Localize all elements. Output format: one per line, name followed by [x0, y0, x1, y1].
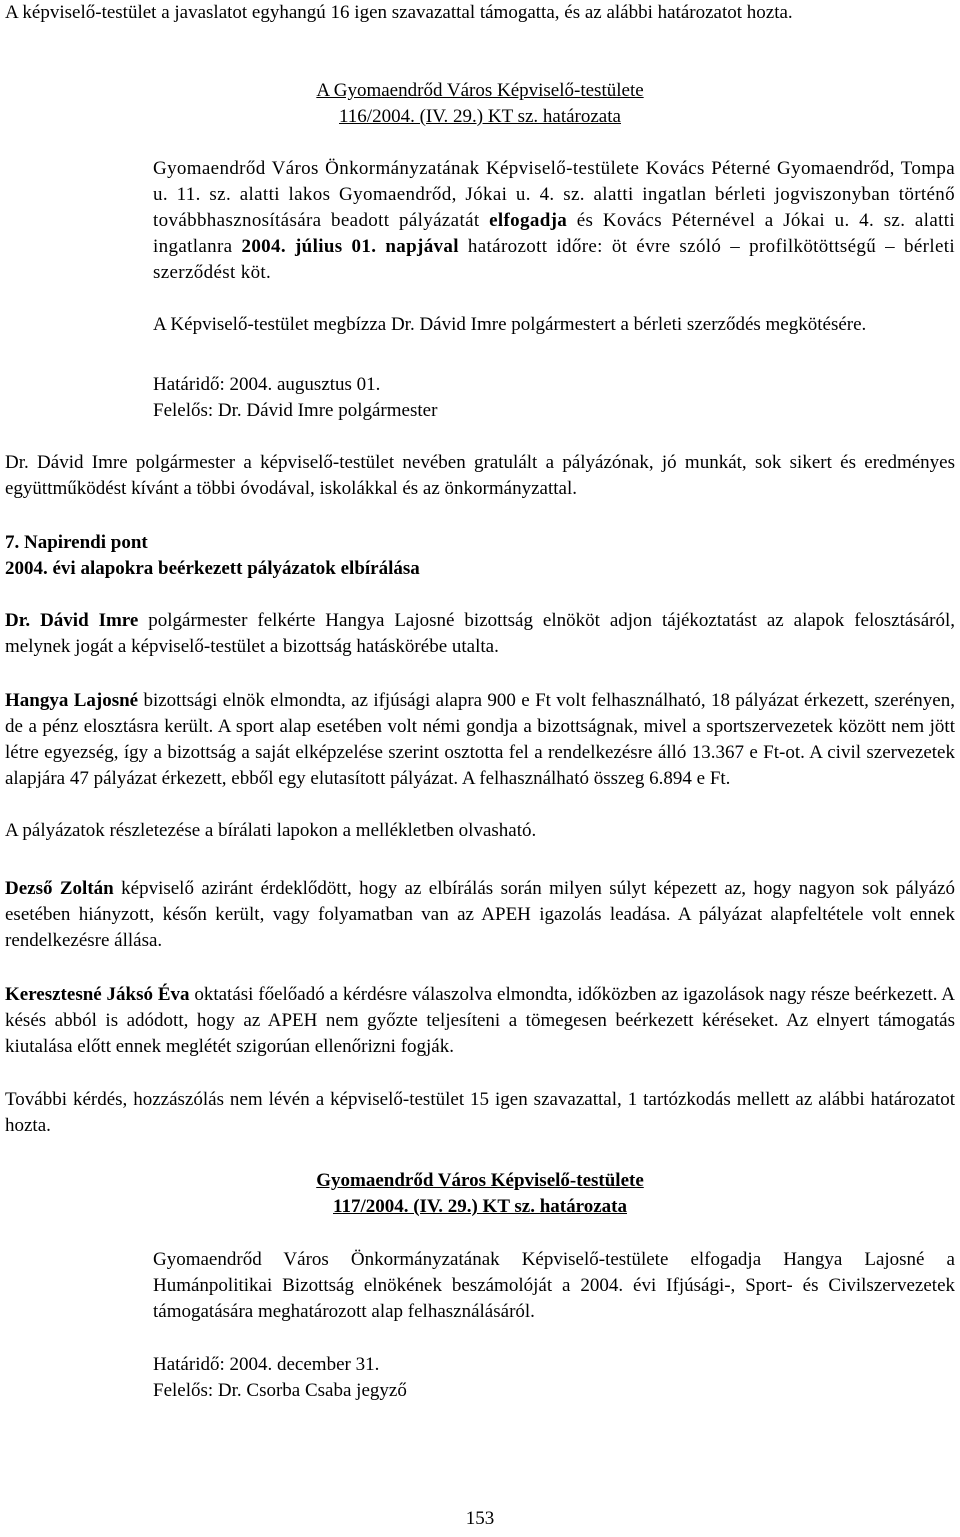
resolution-116-responsible: Felelős: Dr. Dávid Imre polgármester [153, 400, 438, 421]
bold-segment: Keresztesné Jáksó Éva [5, 984, 190, 1005]
resolution-116-title-line1: A Gyomaendrőd Város Képviselő-testülete [316, 80, 644, 101]
resolution-117-title-line1: Gyomaendrőd Város Képviselő-testülete [316, 1170, 644, 1191]
keresztesne-answer-paragraph [5, 982, 955, 1060]
vote-paragraph [5, 1087, 955, 1139]
text-segment: polgármester felkérte Hangya Lajosné bizottság elnököt adjon tájékoztatást az alapok felosztásáról, melynek jogát a képviselő-testület a bizottság hatáskörébe utalta. [5, 610, 955, 657]
dezso-question-paragraph [5, 876, 955, 954]
text-segment: További kérdés, hozzászólás nem lévén a képviselő-testület 15 igen szavazattal, 1 tartózkodás mellett az alábbi határozatot hozta. [5, 1089, 955, 1136]
resolution-117-deadline: Határidő: 2004. december 31. [153, 1354, 380, 1375]
bold-segment: elfogadja [489, 210, 568, 231]
text-segment: Gyomaendrőd Város Önkormányzatának Képviselő-testülete elfogadja Hangya Lajosné a Humánpolitikai Bizottság elnökének beszámolóját a 2004. évi Ifjúsági-, Sport- és Civilszervezetek támogatására meghatározott alap felhasználásáról. [153, 1249, 955, 1322]
resolution-117-title-line2: 117/2004. (IV. 29.) KT sz. határozata [333, 1196, 627, 1217]
resolution-116-deadline: Határidő: 2004. augusztus 01. [153, 374, 381, 395]
resolution-117-body [153, 1247, 955, 1325]
bold-segment: Hangya Lajosné [5, 690, 139, 711]
chair-report-paragraph [5, 688, 955, 792]
intro-paragraph [5, 0, 955, 26]
bold-segment: 2004. július 01. napjával [241, 236, 459, 257]
agenda-point: 7. Napirendi pont [5, 532, 148, 553]
text-segment: képviselő aziránt érdeklődött, hogy az elbírálás során milyen súlyt képezett az, hogy nagyon sok pályázó esetében hiányzott, későn került, vagy folyamatban van az APEH igazolás leadása. A pályázat alapfeltétele volt ennek rendelkezésre állása. [5, 878, 955, 951]
bold-segment: Dr. Dávid Imre [5, 610, 139, 631]
text-segment: Gyomaendrőd Város Önkormányzatának Képviselő-testülete Kovács Péterné Gyomaendrőd, Tompa u. 11. sz. alatti lakos Gyomaendrőd, Jókai u. 4. sz. alatti ingatlan bérleti jogviszonyban történő továbbhasznosítására beadott pályázatát [153, 158, 955, 231]
text-segment: A Képviselő-testület megbízza Dr. Dávid Imre polgármestert a bérleti szerződés megkötésére. [153, 314, 867, 335]
bold-segment: Dezső Zoltán [5, 878, 114, 899]
text-segment: és Kovács Péternével a Jókai u. 4. sz. alatti ingatlanra [153, 210, 955, 257]
text-segment: Dr. Dávid Imre polgármester a képviselő-testület nevében gratulált a pályázónak, jó munkát, sok sikert és eredményes együttműködést kívánt a többi óvodával, iskolákkal és az önkormányzattal. [5, 452, 955, 499]
page-number: 153 [465, 1508, 495, 1529]
resolution-116-body [153, 156, 955, 286]
text-segment: A képviselő-testület a javaslatot egyhangú 16 igen szavazattal támogatta, és az alábbi határozatot hozta. [5, 2, 793, 23]
mayor-request-paragraph [5, 608, 955, 660]
text-segment: határozott időre: öt évre szóló – profilkötöttségű – bérleti szerződést köt. [153, 236, 955, 283]
congrats-paragraph [5, 450, 955, 502]
text-segment: bizottsági elnök elmondta, az ifjúsági alapra 900 e Ft volt felhasználható, 18 pályázat érkezett, szerényen, de a pénz elosztásra került. A sport alap esetében volt némi gondja a bizottságnak, mivel a sportszervezetek között nem jött létre egyezség, így a bizottság a saját elképzelése szerint osztotta fel a rendelkezésre álló 13.367 e Ft-ot. A civil szervezetek alapjára 47 pályázat érkezett, ebből egy elutasított pályázat. A felhasználható összeg 6.894 e Ft. [5, 690, 955, 789]
resolution-117-responsible: Felelős: Dr. Csorba Csaba jegyző [153, 1380, 407, 1401]
resolution-117-heading [0, 1168, 960, 1220]
text-segment: oktatási főelőadó a kérdésre válaszolva elmondta, időközben az igazolások nagy része beérkezett. A késés abból is adódott, hogy az APEH nem győzte teljesíteni a tömegesen beérkezett kéréseket. Az elnyert támogatás kiutalása előtt ennek meglétét szigorúan ellenőrizni fogják. [5, 984, 955, 1057]
agenda-topic: 2004. évi alapokra beérkezett pályázatok elbírálása [5, 558, 420, 579]
details-line [5, 818, 955, 844]
resolution-116-title-line2: 116/2004. (IV. 29.) KT sz. határozata [339, 106, 621, 127]
resolution-116-mandate [153, 312, 955, 338]
resolution-116-heading [0, 78, 960, 130]
text-segment: A pályázatok részletezése a bírálati lapokon a mellékletben olvasható. [5, 820, 537, 841]
